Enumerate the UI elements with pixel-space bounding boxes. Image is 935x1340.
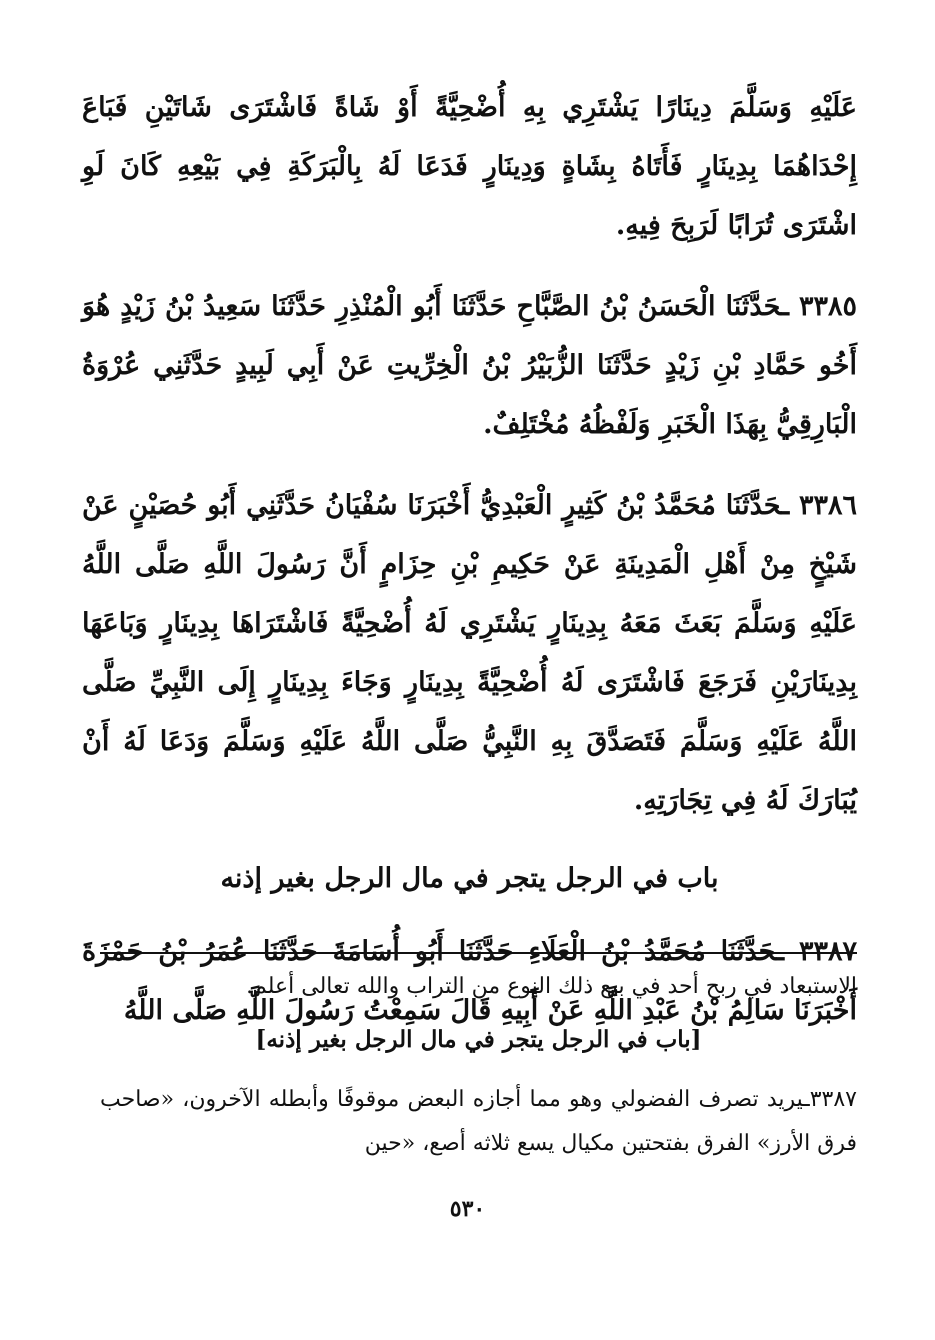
hadith-number: ٣٣٨٧ [798,936,857,967]
hadith-text: حَدَّثَنَا مُحَمَّدُ بْنُ كَثِيرٍ الْعَبْدِيُّ أَخْبَرَنَا سُفْيَانُ حَدَّثَنِي أَبُو حُصَيْنٍ عَنْ شَيْخٍ مِنْ أَهْلِ الْمَدِينَةِ عَنْ حَكِيمِ بْنِ حِزَامٍ أَنَّ رَسُولَ اللَّهِ صَلَّى اللَّهُ عَلَيْهِ وَسَلَّمَ بَعَثَ مَعَهُ بِدِينَارٍ يَشْتَرِي لَهُ أُضْحِيَّةً فَاشْتَرَاهَا بِدِينَارٍ وَبَاعَهَا بِدِينَارَيْنِ فَرَجَعَ فَاشْتَرَى لَهُ أُضْحِيَّةً بِدِينَارٍ وَجَاءَ بِدِينَارٍ إِلَى النَّبِيِّ صَلَّى اللَّهُ عَلَيْهِ وَسَلَّمَ فَتَصَدَّقَ بِهِ النَّبِيُّ صَلَّى اللَّهُ عَلَيْهِ وَسَلَّمَ وَدَعَا لَهُ أَنْ يُبَارَكَ لَهُ فِي تِجَارَتِهِ. [82,490,857,816]
page-number: ٥٣٠ [449,1196,486,1222]
commentary-line: الاستبعاد في ربح أحد في بيع ذلك النوع من التراب والله تعالى أعلم. [246,974,857,999]
hadith-3385 [82,277,857,454]
dash: ـ [781,490,790,521]
footnote-divider [100,952,857,954]
hadith-number: ٣٣٨٥ [798,291,857,322]
dash: ـ [776,936,785,967]
hadith-continuation [82,78,857,255]
commentary-number: ٣٣٨٧ [809,1087,857,1112]
dash: ـ [781,291,789,322]
commentary-heading: [باب في الرجل يتجر في مال الرجل بغير إذنه] [255,1026,702,1053]
commentary-3387 [100,1078,857,1166]
chapter-heading: باب في الرجل يتجر في مال الرجل بغير إذنه [220,863,719,894]
hadith-text: عَلَيْهِ وَسَلَّمَ دِينَارًا يَشْتَرِي بِهِ أُضْحِيَّةً أَوْ شَاةً فَاشْتَرَى شَاتَيْنِ فَبَاعَ إِحْدَاهُمَا بِدِينَارٍ فَأَتَاهُ بِشَاةٍ وَدِينَارٍ فَدَعَا لَهُ بِالْبَرَكَةِ فِي بَيْعِهِ كَانَ لَوِ اشْتَرَى تُرَابًا لَرَبِحَ فِيهِ. [82,92,857,241]
commentary-text: يريد تصرف الفضولي وهو مما أجازه البعض موقوفًا وأبطله الآخرون، «صاحب فرق الأرز» الفرق بفتحتين مكيال يسع ثلاثه أصع، «حين [100,1087,857,1156]
dash: ـ [803,1087,810,1112]
hadith-text: حَدَّثَنَا مُحَمَّدُ بْنُ الْعَلَاءِ حَدَّثَنَا أَبُو أُسَامَةَ حَدَّثَنَا عُمَرُ بْنُ حَمْزَةَ أَخْبَرَنَا سَالِمُ بْنُ عَبْدِ اللَّهِ عَنْ أَبِيهِ قَالَ سَمِعْتُ رَسُولَ اللَّهِ صَلَّى اللَّهُ [82,936,857,1026]
main-text [82,78,857,1062]
commentary [100,968,857,1166]
hadith-3386 [82,476,857,830]
hadith-text: حَدَّثَنَا الْحَسَنُ بْنُ الصَّبَّاحِ حَدَّثَنَا أَبُو الْمُنْذِرِ حَدَّثَنَا سَعِيدُ بْنُ زَيْدٍ هُوَ أَخُو حَمَّادِ بْنِ زَيْدٍ حَدَّثَنَا الزُّبَيْرُ بْنُ الْخِرِّيتِ عَنْ أَبِي لَبِيدٍ حَدَّثَنِي عُرْوَةُ الْبَارِقِيُّ بِهَذَا الْخَبَرِ وَلَفْظُهُ مُخْتَلِفٌ. [82,291,857,440]
hadith-number: ٣٣٨٦ [799,490,858,521]
